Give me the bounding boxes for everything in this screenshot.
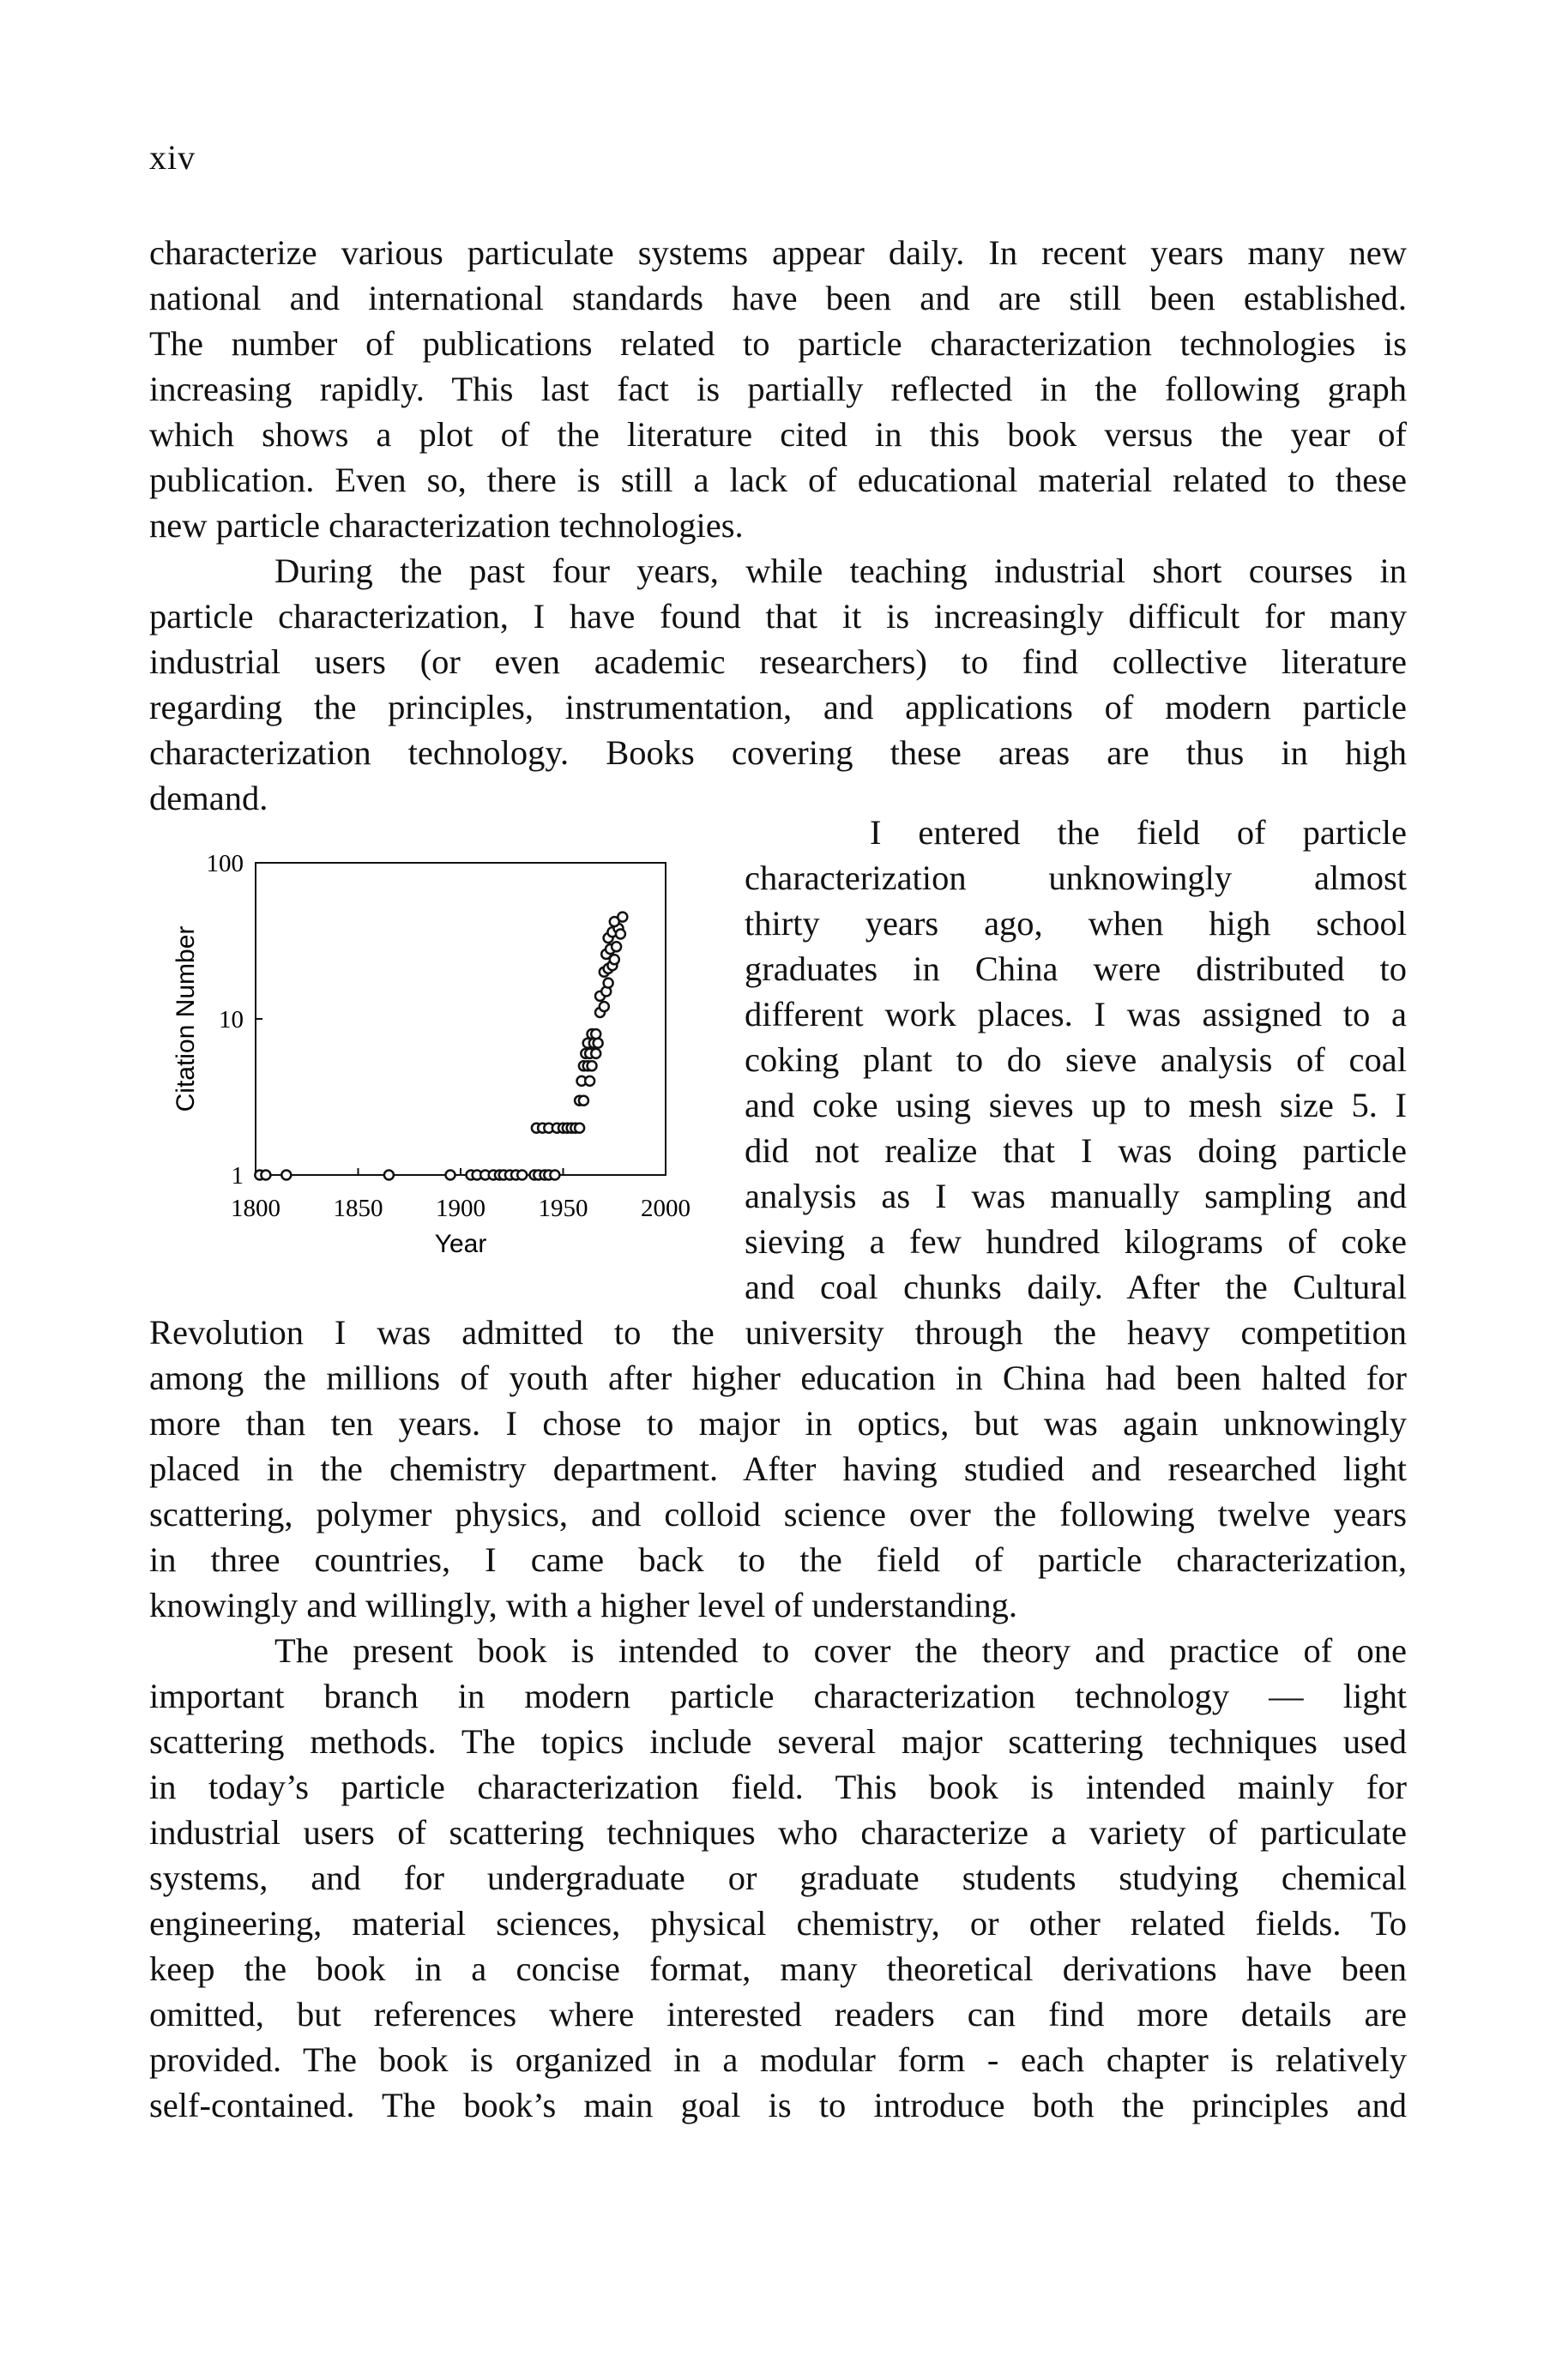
text-line: scattering methods. The topics include several major scattering techniques used [149, 1722, 1407, 1761]
data-point [594, 1039, 603, 1048]
y-tick-label: 100 [206, 850, 244, 877]
data-point [600, 1002, 609, 1011]
text-line: industrial users (or even academic researchers) to find collective literature [149, 642, 1407, 681]
text-line: analysis as I was manually sampling and [745, 1177, 1407, 1215]
text-line: characterization technology. Books covering these areas are thus in high [149, 733, 1407, 772]
data-point [575, 1124, 584, 1133]
data-point [281, 1171, 291, 1180]
text-line: knowingly and willingly, with a higher level of understanding. [149, 1586, 1017, 1624]
text-line: particle characterization, I have found that it is increasingly difficult for many [149, 597, 1407, 636]
text-line: demand. [149, 779, 268, 817]
text-line: The number of publications related to particle characterization technologies is [149, 324, 1407, 363]
text-line: in three countries, I came back to the field of particle characterization, [149, 1540, 1407, 1579]
text-line: more than ten years. I chose to major in optics, but was again unknowingly [149, 1404, 1407, 1443]
text-line: which shows a plot of the literature cited in this book versus the year of [149, 415, 1407, 454]
text-line: characterize various particulate systems appear daily. In recent years many new [149, 233, 1407, 272]
text-line: keep the book in a concise format, many theoretical derivations have been [149, 1949, 1407, 1988]
data-point [616, 930, 625, 939]
data-point [384, 1171, 394, 1180]
data-point [261, 1171, 270, 1180]
plot-frame [256, 863, 666, 1175]
data-point [618, 913, 627, 922]
text-line: coking plant to do sieve analysis of coal [745, 1040, 1407, 1079]
text-line: national and international standards have been and are still been established. [149, 279, 1407, 317]
data-point [550, 1171, 559, 1180]
text-line: among the millions of youth after higher education in China had been halted for [149, 1359, 1407, 1397]
text-line: placed in the chemistry department. After having studied and researched light [149, 1449, 1407, 1488]
x-tick-label: 1900 [436, 1195, 486, 1222]
text-line: systems, and for undergraduate or graduate students studying chemical [149, 1859, 1407, 1897]
text-line: did not realize that I was doing particle [745, 1131, 1407, 1170]
citation-figure [149, 823, 715, 1269]
x-axis-label: Year [434, 1230, 487, 1258]
text-line: regarding the principles, instrumentation, and applications of modern particle [149, 688, 1407, 726]
data-point [591, 1049, 600, 1058]
paragraph-3-wrapped [745, 810, 1407, 1310]
text-line: I entered the field of particle [870, 813, 1407, 852]
data-point [588, 1061, 597, 1070]
text-line: engineering, material sciences, physical chemistry, or other related fields. To [149, 1904, 1407, 1943]
text-line: thirty years ago, when high school [745, 904, 1407, 943]
text-line: increasing rapidly. This last fact is partially reflected in the following graph [149, 370, 1407, 408]
text-line: graduates in China were distributed to [745, 949, 1407, 988]
paragraph-3-full [149, 1310, 1407, 1628]
text-line: During the past four years, while teaching industrial short courses in [274, 551, 1407, 590]
text-line: publication. Even so, there is still a lack of educational material related to these [149, 461, 1407, 499]
y-tick-label: 1 [231, 1162, 244, 1190]
axis-ticks [207, 850, 691, 1222]
x-tick-label: 1850 [333, 1195, 383, 1222]
paragraph-2 [149, 548, 1407, 821]
text-line: and coke using sieves up to mesh size 5. I [745, 1086, 1407, 1124]
text-line: in today’s particle characterization field. This book is intended mainly for [149, 1768, 1407, 1806]
x-tick-label: 1950 [538, 1195, 588, 1222]
x-tick-label: 1800 [231, 1195, 280, 1222]
text-line: industrial users of scattering techniques who characterize a variety of particulate [149, 1813, 1407, 1852]
data-point [612, 942, 621, 951]
text-line: different work places. I was assigned to a [745, 995, 1407, 1033]
text-line: Revolution I was admitted to the university through the heavy competition [149, 1313, 1407, 1352]
text-line: important branch in modern particle characterization technology — light [149, 1677, 1407, 1715]
data-points [255, 913, 627, 1180]
y-tick-label: 10 [219, 1006, 244, 1033]
y-axis-label: Citation Number [172, 925, 200, 1112]
text-line: and coal chunks daily. After the Cultural [745, 1268, 1407, 1306]
text-line: sieving a few hundred kilograms of coke [745, 1222, 1407, 1261]
data-point [579, 1096, 588, 1106]
text-line: new particle characterization technologies. [149, 506, 744, 545]
paragraph-1 [149, 230, 1407, 548]
data-point [585, 1076, 594, 1086]
citation-chart [149, 823, 715, 1269]
text-line: self-contained. The book’s main goal is to introduce both the principles and [149, 2086, 1407, 2124]
paragraph-4 [149, 1628, 1407, 2128]
data-point [591, 1029, 600, 1039]
text-line: provided. The book is organized in a modular form - each chapter is relatively [149, 2040, 1407, 2079]
data-point [517, 1171, 527, 1180]
text-line: The present book is intended to cover the theory and practice of one [274, 1631, 1407, 1670]
x-tick-label: 2000 [641, 1195, 691, 1222]
text-line: scattering, polymer physics, and colloid science over the following twelve years [149, 1495, 1407, 1533]
text-line: omitted, but references where interested readers can find more details are [149, 1995, 1407, 2034]
text-line: characterization unknowingly almost [745, 859, 1407, 897]
data-point [604, 979, 613, 988]
data-point [446, 1171, 455, 1180]
page-number: xiv [149, 138, 196, 177]
